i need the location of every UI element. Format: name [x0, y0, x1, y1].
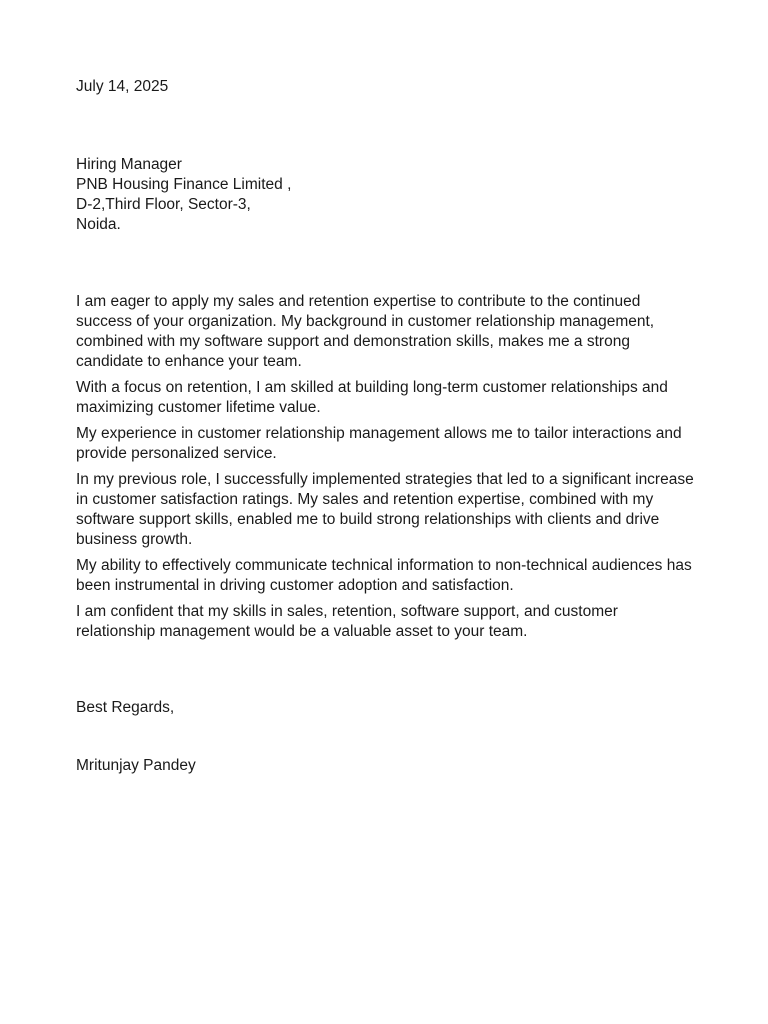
body-paragraph: My ability to effectively communicate technical information to non-technical audiences has been instrumental in driving customer adoption and satisfaction.	[76, 557, 692, 594]
letter-closing: Best Regards,	[76, 699, 175, 716]
letter-body	[76, 292, 700, 648]
body-paragraph: With a focus on retention, I am skilled at building long-term customer relationships and maximizing customer lifetime value.	[76, 379, 668, 416]
body-paragraph: In my previous role, I successfully implemented strategies that led to a significant increase in customer satisfaction ratings. My sales and retention expertise, combined with my software support skills, enabled me to build strong relationships with clients and drive business growth.	[76, 471, 694, 548]
body-paragraph: I am eager to apply my sales and retention expertise to contribute to the continued success of your organization. My background in customer relationship management, combined with my software support and demonstration skills, makes me a strong candidate to enhance your team.	[76, 293, 655, 370]
recipient-street: D-2,Third Floor, Sector-3,	[76, 196, 251, 213]
body-paragraph: I am confident that my skills in sales, retention, software support, and customer relationship management would be a valuable asset to your team.	[76, 603, 618, 640]
recipient-company: PNB Housing Finance Limited ,	[76, 176, 292, 193]
recipient-city: Noida.	[76, 216, 121, 233]
recipient-address	[76, 155, 291, 235]
signature-name: Mritunjay Pandey	[76, 757, 196, 774]
body-paragraph: My experience in customer relationship management allows me to tailor interactions and provide personalized service.	[76, 425, 682, 462]
letter-date: July 14, 2025	[76, 78, 169, 95]
recipient-name: Hiring Manager	[76, 156, 182, 173]
